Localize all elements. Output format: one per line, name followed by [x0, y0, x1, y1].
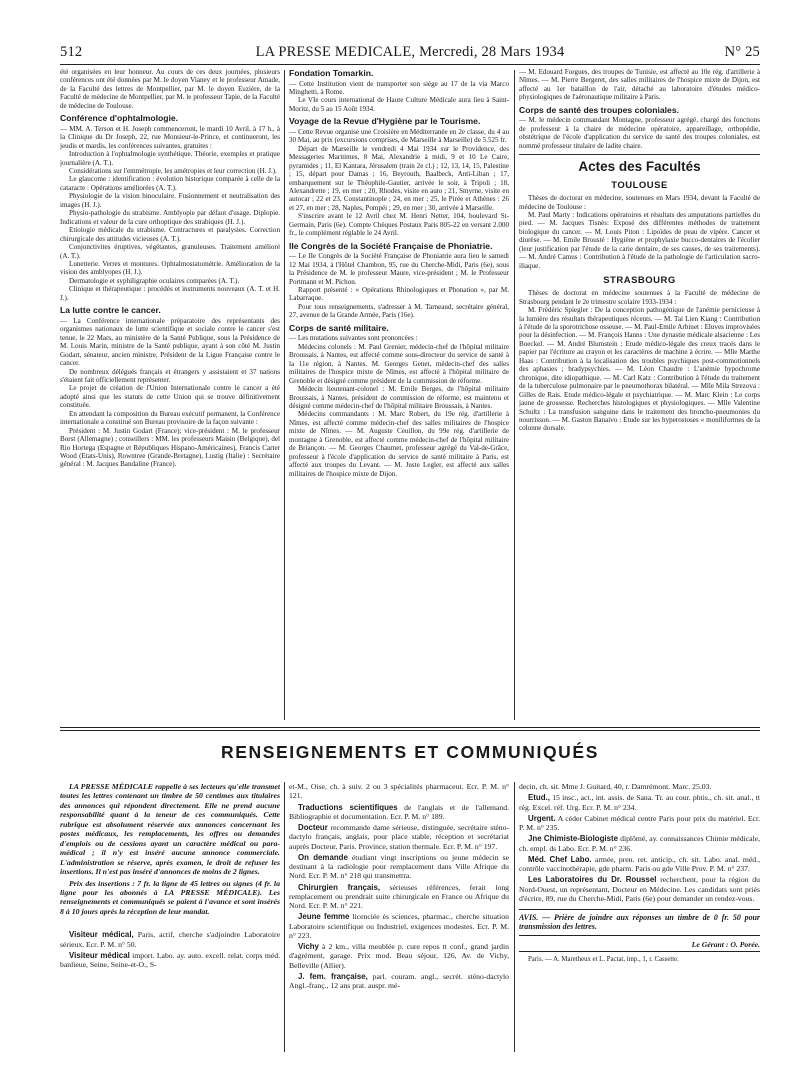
classified-ad: [519, 875, 760, 903]
toulouse-intro: Thèses de doctorat en médecine, soutenues en Mars 1934, devant la Faculté de médecine de Toulouse :: [519, 194, 760, 211]
voyage-paragraph: S'inscrire avant le 12 Avril chez M. Henri Netter, 104, boulevard St-Germain, Paris (6e). Compte Chèques Postaux Paris 805-22 en versant 2.000 fr., le complément réglable le 24 Avril.: [289, 212, 509, 238]
strasbourg-intro: Thèses de doctorat en médecine soutenues à la Faculté de médecine de Strasbourg pendant le 2e trimestre scolaire 1933-1934 :: [519, 289, 760, 306]
classified-ad: [519, 814, 760, 833]
classified-ad: [60, 930, 280, 949]
column-2: [289, 68, 509, 722]
ad-title: Visiteur médical,: [69, 930, 134, 940]
list-item: Physio-pathologie du strabisme. Amblyopie par défaut d'usage. Diplopie. Indications et valeur de la cure orthoptique des strabiques (H. J.).: [60, 209, 280, 226]
ad-text: recherchent, pour la région du Nord-Ouest, un représentant, Docteur en Médecine. Les candidats sont priés d'écrire, 89, rue du Cherche-Midi, Paris (6e) pour demander un rendez-vous.: [519, 875, 760, 903]
ad-text: licenciée ès sciences, pharmac., cherche situation Laboratoire scientifique ou Industriel, exigences modestes. Ecr. P. M. n° 223.: [289, 912, 509, 940]
avis-notice: AVIS. — Prière de joindre aux réponses un timbre de 0 fr. 50 pour transmission des lettres.: [519, 909, 760, 936]
ad-text: 15 insc., act., int. assis. de Sana. Tr. au cour. phtis., ch. sit. anal., tt rég. Excel. réf. Urg. Ecr. P. M. n° 234.: [519, 793, 760, 812]
ad-title: Vichy: [298, 942, 319, 951]
strasbourg-heading: STRASBOURG: [603, 275, 676, 287]
tomarkin-paragraph: Le VIe cours international de Haute Culture Médicale aura lieu à Saint-Moritz, du 5 au 15 Août 1934.: [289, 96, 509, 113]
cancer-paragraph: Le projet de création de l'Union Internationale contre le cancer a été adopté ainsi que les statuts de cette Union qui se trouve définitivement constituée.: [60, 384, 280, 410]
classified-ad: [289, 803, 509, 822]
intro-paragraph: été organisées en leur honneur. Au cours de ces deux journées, plusieurs conférences ont été données par M. le doyen Vianey et le professeur Amade, de la Faculté des lettres de Montpellier, par M. le doyen Euzière, de la Faculté de médecine de Montpellier, par M. le professeur Tapie, de la Faculté de médecine de Toulouse.: [60, 68, 280, 110]
classifieds-column-2: [289, 782, 509, 1044]
voyage-heading: Voyage de la Revue d'Hygiène par le Tourisme.: [289, 116, 481, 127]
classified-ad: [289, 912, 509, 940]
ad-title: Méd. Chef Labo.: [528, 854, 592, 864]
cancer-paragraph: De nombreux délégués français et étrangers y assistaient et 37 nations s'étaient fait officiellement représenter.: [60, 367, 280, 384]
phoniatry-text: — Le IIe Congrès de la Société Française de Phoniatrie aura lieu le samedi 12 Mai 1934, à l'Hôtel Chambon, 95, rue du Cherche-Midi, Paris (6e), sous la Présidence de M. le professeur Maure, vice-président ; M. le Professeur Portmann et M. Pichon.: [289, 252, 509, 286]
classified-ad: [289, 972, 509, 991]
cancer-text: — La Conférence internationale préparatoire des représentants des organismes nationaux de lutte scientifique et sociale contre le cancer s'est tenue, le 22 Mars, au ministère de la Santé Publique, sous la Présidence de M. Louis Marin, ministre de la Santé publique, ayant à son côté M. Justin Godart, sénateur, ancien ministre, Président de la Ligue Française contre le cancer.: [60, 316, 280, 368]
classified-ad: [289, 942, 509, 970]
tomarkin-text: — Cette Institution vient de transporter son siège au 17 de la via Marco Minghetti, à Rome.: [289, 79, 509, 96]
column-divider: [514, 70, 515, 720]
classified-ad: [519, 793, 760, 812]
section-divider: [60, 727, 760, 728]
classified-ad: [519, 834, 760, 853]
cancer-paragraph: Président : M. Justin Godart (France); vice-président : M. le professeur Borst (Allemagne) ; conseillers : MM. les professeurs Maisin (Belgique), del Rio Hortega (Espagne et Républiques Hispano-Américaines), Francis Carter Wood (Etats-Unis), Rowntree (Grande-Bretagne), Lustig (Italie) : Secrétaire général : M. Jacques Bandaline (France).: [60, 426, 280, 469]
ad-title: Urgent.: [528, 813, 556, 823]
list-item: Physiologie de la vision binoculaire. Fusionnement et neutralisation des images (H. J.).: [60, 192, 280, 209]
printer-imprint: Paris. — A. Maretheux et L. Pactat, imp., 1, r. Cassette.: [519, 951, 760, 964]
military-text: — Les mutations suivantes sont prononcées :: [289, 334, 418, 343]
ad-text: parl. couram. angl., secrét. sténo-dactylo Angl.-franç., 12 ans prat. auspr. mé-: [289, 971, 509, 990]
toulouse-theses: M. Paul Marty : Indications opératoires et résultats des amputations partielles du pied. — M. Jacques Tisnès: Exposé des différentes méthodes de traitement biologique du cancer. — M. Louis Piton : Lipoïdes de peau de vipère. Cancer et diurèse. — M. Emile Brousté : Hygiène et prophylaxie bucco-dentaires de l'écolier (leur justification par l'étude de la carie dentaire, de ses causes, de ses traitements). — M. André Camus : Contribution à l'étude de la pathologie de l'articulation sacro-iliaque.: [519, 211, 760, 270]
voyage-text: — Cette Revue organise une Croisière en Méditerranée en 2e classe, du 4 au 30 Mai, au prix (excursions comprises, de Marseille à Marseille) de 5.525 fr.: [289, 127, 509, 145]
column-3: [519, 68, 760, 722]
ad-title: Chirurgien français,: [298, 882, 381, 892]
column-divider: [514, 782, 515, 1052]
column-divider: [284, 782, 285, 1052]
ad-text: de l'anglais et de l'allemand. Bibliographie et documentation. Ecr. P. M. n° 189.: [289, 802, 509, 821]
journal-title: LA PRESSE MEDICALE, Mercredi, 28 Mars 1934: [255, 44, 565, 60]
list-item: Etiologie médicale du strabisme. Contractures et paralysies. Correction chirurgicale des attitudes vicieuses (A. T.).: [60, 226, 280, 243]
cancer-heading: La lutte contre le cancer.: [60, 305, 161, 316]
ad-text: A céder Cabinet médical centre Paris pour prix du matériel. Ecr. P. M. n° 235.: [519, 813, 760, 832]
military-paragraph: Médecin lieutenant-colonel : M. Emile Berges, de l'hôpital militaire Broussais, à Nantes, président de commission de réforme, est maintenu et désigné comme médecin-chef de l'hôpital militaire Broussais, à Nantes.: [289, 385, 509, 410]
list-item: Clinique et thérapeutique : procédés et instruments nouveaux (A. T. et H. J.).: [60, 285, 280, 302]
ad-continuation: decin, ch. sit. Mme J. Guitard, 40, r. Damrémont. Marc. 25.03.: [519, 782, 712, 791]
section-rule: [519, 154, 760, 155]
header-rule: [60, 64, 760, 65]
classified-ad: [289, 823, 509, 851]
ad-text: recommande dame sérieuse, distinguée, secrétaire sténo-dactylo français, anglais, pour place stable, réception et secrétariat auprès Docteur, Paris. Province, station thermale. Ecr. P. M. n° 197.: [289, 823, 509, 851]
ad-text: étudiant vingt inscriptions ou jeune médecin se destinant à la radiologie pour remplacement dans Ville Afrique du Nord. Ecr. P. M. n° 218 qui transmettra.: [289, 852, 509, 881]
ad-title: Les Laboratoires du Dr. Roussel: [528, 875, 657, 885]
classifieds-column-3: [519, 782, 760, 1052]
ad-title: J. fem. française,: [298, 971, 368, 981]
phoniatry-paragraph: Pour tous renseignements, s'adresser à M. Tarneaud, secrétaire général, 27, avenue de la Grande Armée, Paris (16e).: [289, 302, 509, 320]
tomarkin-heading: Fondation Tomarkin.: [289, 68, 374, 78]
classifieds-column-1: [60, 782, 280, 1044]
page-header: [60, 44, 760, 66]
military-paragraph: Médecins commandants : M. Marc Robert, du 19e rég. d'artillerie à Nîmes, est affecté comme médecin-chef des salles militaires de l'hospice mixte de Nîmes. — M. Auguste Ceuillon, du 99e rég. d'artillerie de montagne à Grenoble, est affecté comme médecin-chef de l'hôpital militaire de Briançon. — M. Georges Chaumet, professeur agrégé du Val-de-Grâce, professeur à l'école d'application du service de santé militaire à Paris, est affecté aux troupes du Levant. — M. Juste Legler, est affecté aux salles militaires de l'hospice mixte de Dijon.: [289, 410, 509, 478]
military-heading: Corps de santé militaire.: [289, 322, 389, 333]
list-item: Considérations sur l'emmétropie, les amétropies et leur correction (H. J.).: [69, 167, 277, 176]
phoniatry-paragraph: Rapport présenté : « Opérations Rhinologiques et Phonation », par M. Labarraque.: [289, 286, 509, 303]
column-divider: [284, 70, 285, 720]
cancer-paragraph: En attendant la composition du Bureau exécutif permanent, la Conférence internationale a constitué son Bureau provisoire de la façon suivante :: [60, 409, 280, 427]
ad-title: Etud.,: [528, 793, 550, 803]
ophthalmology-text: — MM. A. Terson et H. Joseph commenceront, le mardi 10 Avril, à 17 h., à la Clinique du Dr Joseph, 22, rue Monsieur-le-Prince, et continueront, les jeudis et mardis, les conférences suivantes, gratuites :: [60, 124, 280, 150]
ad-title: Docteur: [298, 823, 328, 832]
section-banner: RENSEIGNEMENTS ET COMMUNIQUÉS: [221, 742, 599, 762]
ad-text: à 2 km., villa meublée p. cure repos tt conf., grand jardin d'agrément, garage. Prix mod. Beau séjour, 126, Av. de Vichy, Belleville (Allier).: [289, 942, 509, 970]
ad-continuation: et-M., Oise, ch. à suiv. 2 ou 3 spécialités pharmaceut. Ecr. P. M. n° 121.: [289, 782, 509, 801]
ad-text: Paris, actif, cherche s'adjoindre Laboratoire sérieux. Ecr. P. M. n° 50.: [60, 930, 280, 949]
ophthalmology-heading: Conférence d'ophtalmologie.: [60, 113, 179, 124]
ad-title: Jne Chimiste-Biologiste: [528, 834, 619, 844]
price-notice: Prix des insertions : 7 fr. la ligne de 45 lettres ou signes (4 fr. la ligne pour les abonnés à LA PRESSE MÉDICALE). Les renseignements et communiqués se paient à l'avance et sont insérés 8 à 10 jours après la réception de leur mandat.: [60, 878, 280, 916]
ad-title: Traductions scientifiques: [298, 802, 398, 812]
colonial-heading: Corps de santé des troupes coloniales.: [519, 104, 679, 115]
page-number: 512: [60, 44, 83, 60]
list-item: Le glaucome : identification : évolution historique comparée à celle de la cataracte : Opérations améliorées (A. T.).: [60, 175, 280, 192]
phoniatry-heading: IIe Congrès de la Société Française de Phoniatrie.: [289, 240, 493, 251]
strasbourg-theses: M. Frédéric Spiegler : De la conception pathogénique de l'anémie pernicieuse à la lumière des résultats thérapeutiques récents. — M. Tai Lien Kiang : Contribution à l'étude de la sporotrichose osseuse. — M. Paul-Emile Arbinet : Eluves improvisées pour la désinfection. — M. François Hanns : Une dynastie médicale alsacienne : Les Boeckel. — M. André Blumstein : Etude médico-légale des creux tracés dans le papier par l'écriture au crayon et les caractères de machine à écrire. — Mlle Marthe Haas : Contribution à la localisation des troubles psychiques post-commotionnels des aphasies ; bradypsychies. — M. Léon Chaudre : L'anémie hypochrome chronique, dite idiopathique. — M. Carl Katz : Contribution à l'étude du traitement de la tuberculose pulmonaire par le pneumothorax bilatéral. — Mlle Mila Strezova : Gilles de Rais. Etude médico-légale et psychiatrique. — M. Marc Klein : Le corps jaune de grossesse. Recherches histologiques et physiologiques. — Mlle Valentine Schultz : La transfusion sanguine dans le traitement des broncho-pneumonies du nourrisson. — M. Gaston Banaivo : Etude sur les hyperostoses « moniliformes de la colonne dorsale.: [519, 306, 760, 433]
list-item: Conjonctivites éruptives, végétantes, granuleuses. Traitement amélioré (A. T.).: [60, 243, 280, 260]
military-paragraph: Médecins colonels : M. Paul Grenier, médecin-chef de l'hôpital militaire Broussais, à Nantes, est affecté comme sous-directeur du service de santé à la 11e région, à Nantes. M. Georges Genet, médecin-chef des salles militaires de l'hospice mixte de Nîmes, est affecté à l'hôpital militaire de Grenoble et désigné comme président de la commission de réforme.: [289, 342, 509, 385]
ad-text: import. Labo. ay. auto. excell. relat. corps méd. banlieue, Seine, Seine-et-O., S-: [60, 950, 280, 970]
list-item: Lunetterie. Verres et montures. Ophtalmostatométrie. Amélioration de la vision des amblyopes (H. J.).: [60, 260, 280, 277]
column-1: [60, 68, 280, 722]
ad-title: On demande: [298, 852, 348, 862]
voyage-paragraph: Départ de Marseille le vendredi 4 Mai 1934 sur le Providence, des Messageries Maritimes, 8 Mai, Alexandrie à midi, 9 et 10 Le Caire, pyramides ; 11, El Kantara, Jérusalem (train 2e cl.) ; 12, 13, 14, 15, Palestine ; 15, départ pour Damas ; 16, Beyrouth, Baalbeck, Anti-Liban ; 17, embarquement sur le Théophile-Gautier, arrivée le soir, à Tripoli ; 18, Alexandrette ; 19, en mer ; 20, Rhodes, visite en auto ; 21, Smyrne, visite en autocar ; 22 et 23, Constantinople ; 24, en mer ; 25, le Pirée et Athènes : 26 et 27, en mer ; 28, Naples, Pompéi ; 29, en mer ; 30, arrivée à Marseille.: [289, 144, 509, 212]
ad-title: Jeune femme: [298, 912, 350, 922]
ad-text: sérieuses références, ferait long remplacement ou prendrait suite chirurgicale en France ou Afrique du Nord. Ecr. P. M. n° 221.: [289, 882, 509, 910]
editorial-notice: LA PRESSE MÉDICALE rappelle à ses lecteurs qu'elle transmet toutes les lettres contenant un timbre de 50 centimes aux titulaires des annonces qui répondent directement. Elle ne prend aucune responsabilité quant à la teneur de ces communiqués. Cette rubrique est absolument réservée aux annonces concernant les postes médicaux, les remplacements, les offres ou demandes d'emplois ou de cessions ayant un caractère médical ou para-médical ; il n'y est inséré aucune annonce commerciale. L'administration se réserve, après examen, le droit de refuser les insertions. Il n'est pas inséré d'annonces de moins de 2 lignes.: [60, 782, 280, 877]
toulouse-heading: TOULOUSE: [611, 180, 668, 192]
gerant-signature: Le Gérant : O. Porée.: [691, 939, 760, 949]
list-item: Introduction à l'ophtalmologie synthétique. Théorie, exemples et pratique journalière (A. T.).: [60, 150, 280, 167]
actes-heading: Actes des Facultés: [578, 159, 701, 175]
classified-ad: [289, 883, 509, 911]
section-divider: [60, 730, 760, 731]
classified-ad: [289, 853, 509, 881]
colonial-text: — M. le médecin commandant Montagne, professeur agrégé, chargé des fonctions de professeur à la chaire de médecine opératoire, appareillage, orthopédie, obstétrique de l'école d'application du service de santé des troupes coloniales, est nommé professeur titulaire de ladite chaire.: [519, 116, 760, 150]
ad-text: diplômé, ay. connaissances Chimie médicale, ch. empl. ds Labo. Ecr. P. M. n° 236.: [519, 834, 760, 853]
continued-paragraph: — M. Edouard Forgues, des troupes de Tunisie, est affecté au 10e rég. d'artillerie à Nîmes. — M. Pierre Bergeret, des salles militaires de l'hospice mixte de Dijon, est affecté au 1er bataillon de l'air, détaché au laboratoire d'études médico-physiologiques de l'aéronautique militaire à Paris.: [519, 68, 760, 102]
issue-number: N° 25: [724, 44, 760, 60]
classified-ad: [519, 855, 760, 874]
list-item: Dermatologie et syphiligraphie oculaires comparées (A. T.).: [69, 276, 240, 285]
classified-ad: [60, 951, 280, 970]
ad-title: Visiteur médical: [69, 950, 130, 960]
ad-text: armée, pren. ret. anticip., ch. sit. Labo. anal. méd., contrôle vaccinothérapie, gde pharm. Paris ou gde Ville Prov. P. M. n° 237.: [519, 854, 760, 873]
